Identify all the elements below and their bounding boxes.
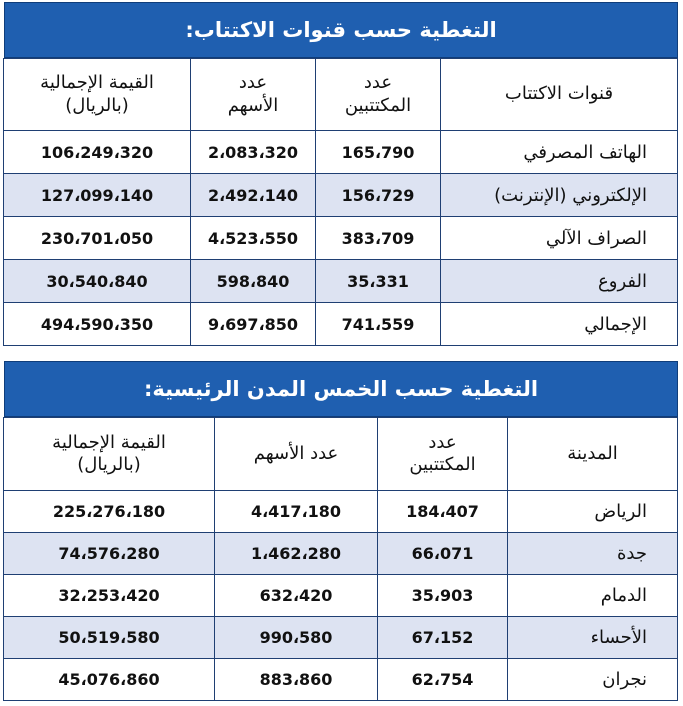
cities-table (3, 417, 678, 701)
header-shares: عدد الأسهم (191, 59, 316, 131)
cities-header-row (4, 418, 678, 491)
table-row: الفروع 35،331 598،840 30،540،840 (4, 260, 678, 303)
header-shares: عدد الأسهم (215, 418, 378, 491)
cities-title: التغطية حسب الخمس المدن الرئيسية: (4, 361, 678, 417)
table-row: الإلكتروني (الإنترنت) 156،729 2،492،140 127،099،140 (4, 174, 678, 217)
table-row: الصراف الآلي 383،709 4،523،550 230،701،050 (4, 217, 678, 260)
table-row: الهاتف المصرفي 165،790 2،083،320 106،249،320 (4, 131, 678, 174)
channels-table (3, 58, 678, 346)
table-row: الرياض 184،407 4،417،180 225،276،180 (4, 491, 678, 533)
table-row-total: الإجمالي 741،559 9،697،850 494،590،350 (4, 303, 678, 346)
header-subscribers: عدد المكتتبين (316, 59, 441, 131)
header-subscribers: عدد المكتتبين (378, 418, 508, 491)
table-row: الأحساء 67،152 990،580 50،519،580 (4, 617, 678, 659)
header-channel: قنوات الاكتتاب (441, 59, 678, 131)
table-row: الدمام 35،903 632،420 32،253،420 (4, 575, 678, 617)
table-row: جدة 66،071 1،462،280 74،576،280 (4, 533, 678, 575)
header-value: القيمة الإجمالية (بالريال) (4, 59, 191, 131)
channels-title: التغطية حسب قنوات الاكتتاب: (4, 2, 678, 58)
channels-header-row (4, 59, 678, 131)
header-city: المدينة (508, 418, 678, 491)
header-value: القيمة الإجمالية (بالريال) (4, 418, 215, 491)
table-row: نجران 62،754 883،860 45،076،860 (4, 659, 678, 701)
channels-section (4, 2, 678, 346)
cities-section (4, 361, 678, 701)
